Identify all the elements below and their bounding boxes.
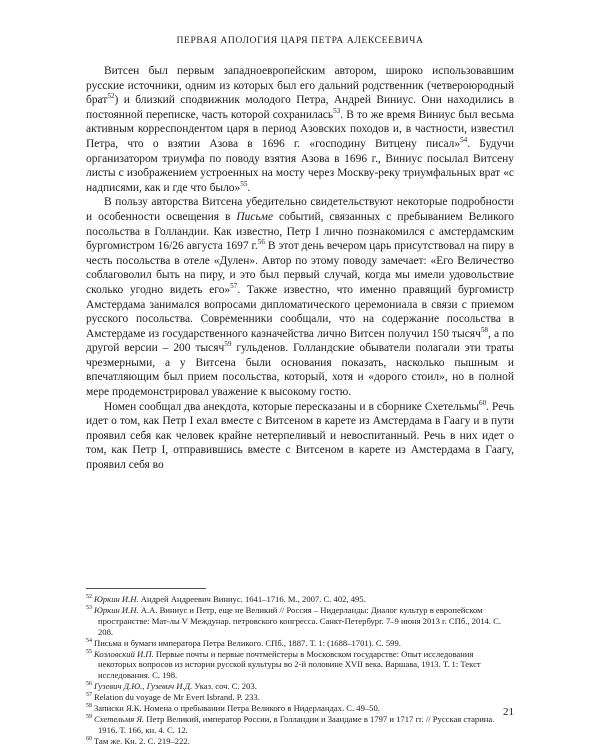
- footnote-number: 55: [86, 648, 92, 655]
- italic-text: Козловский И.П.: [94, 648, 154, 659]
- footnote: [86, 649, 514, 682]
- footnote-number: 58: [86, 703, 92, 710]
- footnote: [86, 681, 514, 692]
- footnote-number: 53: [86, 605, 92, 612]
- text-run: Витсен был первым западноевропейским автором, широко использовавшим русские источники, одним из которых был его дальний родственник (четвероюродный брат: [86, 65, 514, 107]
- footnote-number: 56: [86, 681, 92, 688]
- italic-text: Письме: [236, 210, 274, 223]
- text-run: В этот день вечером царь присутствовал на пиру в честь посольства в отеле «Дулен». Автор по этому поводу замечает: «Его Величество соблаговолил быть на пиру, и это был первый случай, когда мы имели удовольствие сколько угодно видеть его»: [86, 240, 514, 296]
- text-run: Relation du voyage de Mr Evert Isbrand. P. 233.: [94, 692, 260, 703]
- text-run: Петр Великий, император России, в Голландии и Заандаме в 1797 и 1717 гг. // Русская старина. 1916. Т. 166, кн. 4. С. 12.: [98, 713, 495, 735]
- text-run: , а по другой версии – 200 тысяч: [86, 327, 514, 355]
- footnote: [86, 714, 514, 736]
- footnote-ref: 55: [240, 179, 248, 188]
- footnote-number: 57: [86, 692, 92, 699]
- footnote-number: 52: [86, 594, 92, 601]
- paragraph: [86, 64, 514, 195]
- italic-text: Гузевич Д.Ю., Гузевич И.Д.: [94, 681, 193, 692]
- text-run: Письма и бумаги императора Петра Великого. СПб., 1887. Т. 1: (1688–1701). С. 599.: [94, 637, 401, 648]
- text-run: Записки Я.К. Номена о пребывании Петра Великого в Нидерландах. С. 49–50.: [94, 703, 380, 714]
- text-run: .: [247, 181, 251, 194]
- text-run: Номен сообщал два анекдота, которые пересказаны и в сборнике Схетельмы: [104, 400, 479, 413]
- footnote: [86, 692, 514, 703]
- footnote-ref: 57: [230, 282, 238, 291]
- footnote-ref: 58: [480, 325, 489, 334]
- paragraph: [86, 195, 514, 399]
- footnotes: [86, 594, 514, 747]
- footnote-ref: 59: [224, 340, 232, 349]
- footnote-separator: [86, 588, 206, 589]
- footnote-ref: 52: [107, 92, 115, 101]
- text-run: ) и близкий сподвижник молодого Петра, Андрей Виниус. Они находились в постоянной переписке, часть которой сохранилась: [86, 94, 514, 121]
- footnote-ref: 53: [333, 106, 341, 115]
- footnote: [86, 703, 514, 714]
- italic-text: Схетельмя Я.: [94, 713, 145, 724]
- text-run: гульденов. Голландские обыватели полагали эти траты чрезмерными, а у Витсена были основания показать, насколько пышным и впечатляющим был прием посольства, который, хотя и «дорого стоил», но в полной мере продемонстрировал уважение к высокому гостю.: [86, 342, 514, 399]
- text-run: Там же. Кн. 2. С. 219–222.: [94, 735, 190, 746]
- text-run: . Речь идет о том, как Петр I ехал вместе с Витсеном в карете из Амстердама в Гаагу и в пути проявил себя как человек крайне нетерпеливый и невоспитанный. Речь в них идет о том, как Петр I, отправившись вместе с Витсеном в карете из Амстердама в Гаагу, проявил себя во: [86, 400, 514, 472]
- text-run: Андрей Андреевич Виниус. 1641–1716. М., 2007. С. 402, 495.: [138, 594, 366, 604]
- text-run: А.А. Виниус и Петр, еще не Великий // Россия – Нидерланды: Диалог культур в европейском пространстве: Мат-лы V Междунар. петровского конгресса. Санкт-Петербург. 7–9 июня 2013 г. СПб., 2014. С. 208.: [98, 604, 502, 637]
- text-run: событий, связанных с пребыванием Великого посольства в Голландии. Как известно, Петр I лично познакомился с амстердамским бургомистром 16/26 августа 1697 г.: [86, 210, 514, 253]
- footnote: [86, 605, 514, 638]
- text-run: Первые почты и первые почтмейстеры в Московском государстве: Опыт исследования некоторых вопросов из истории русской культуры во 2-й половине XVII века. Варшава, 1913. Т. 1: Текст исследования. С. 198.: [98, 648, 481, 681]
- page-number: 21: [503, 706, 514, 718]
- footnote: [86, 638, 514, 649]
- italic-text: Юркин И.Н.: [94, 604, 139, 615]
- footnote-ref: 60: [478, 398, 487, 407]
- footnote-ref: 56: [257, 238, 265, 247]
- footnote-number: 54: [86, 637, 92, 644]
- paragraph: [86, 400, 514, 473]
- running-header: ПЕРВАЯ АПОЛОГИЯ ЦАРЯ ПЕТРА АЛЕКСЕЕВИЧА: [176, 35, 424, 46]
- footnote: [86, 736, 514, 747]
- footnote-ref: 54: [460, 136, 468, 145]
- text-run: . Будучи организатором триумфа по поводу взятия Азова в 1696 г., Виниус посылал Витсену листы с изображением устроенных на мосту через Москву-реку триумфальных врат «с надписями, как и где что было»: [86, 137, 515, 194]
- footnote: [86, 594, 514, 605]
- text-run: . В то же время Виниус был весьма активным корреспондентом царя в период Азовских походов и, в частности, известил Петра, что о взятии Азова в 1696 г. «господину Витцену писал»: [86, 108, 514, 150]
- text-run: В пользу авторства Витсена убедительно свидетельствуют некоторые подробности и особенности освещения в: [86, 196, 514, 223]
- footnote-number: 60: [86, 735, 92, 742]
- footnote-number: 59: [86, 714, 92, 721]
- main-text: [86, 64, 514, 473]
- italic-text: Юркин И.Н.: [94, 594, 139, 604]
- text-run: Указ. соч. С. 203.: [192, 681, 257, 692]
- text-run: . Также известно, что именно правящий бургомистр Амстердама занимался вопросами дипломатического церемониала в связи с приемом русского посольства. Современники сообщали, что на содержание посольства в Амстердаме из государственного казначейства лично Витсен получил 150 тысяч: [86, 283, 514, 340]
